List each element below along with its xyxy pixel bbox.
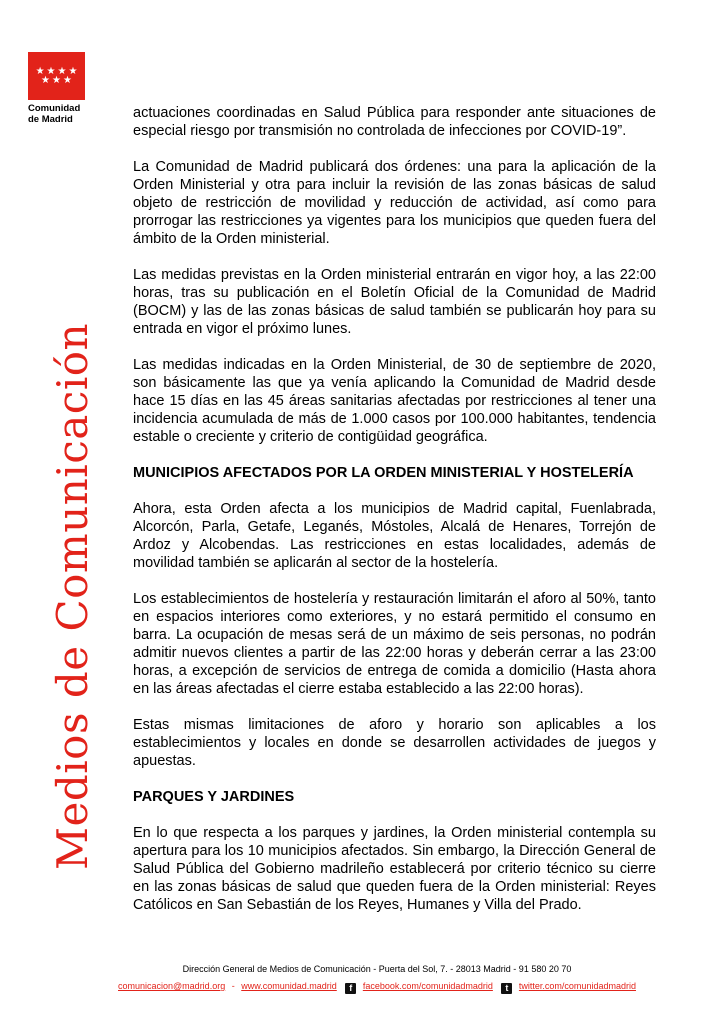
- paragraph: En lo que respecta a los parques y jardines, la Orden ministerial contempla su apertura para los 10 municipios afectados. Sin embargo, la Dirección General de Salud Pública del Gobierno madrileño establecerá por criterio técnico su cierre en las zonas básicas de salud que queden fuera de la Orden ministerial: Reyes Católicos en San Sebastián de los Reyes, Humanes y Villa del Prado.: [133, 825, 656, 913]
- logo-flag: [28, 52, 85, 100]
- facebook-icon: f: [345, 983, 356, 994]
- logo-org-line1: Comunidad: [28, 103, 81, 114]
- document-body: [133, 104, 656, 932]
- logo-org-line2: de Madrid: [28, 114, 73, 125]
- side-title: Medios de Comunicación: [48, 322, 97, 870]
- twitter-icon: t: [501, 983, 512, 994]
- star-icons: ★ ★ ★ ★ ★ ★ ★: [35, 66, 78, 86]
- paragraph: Ahora, esta Orden afecta a los municipios de Madrid capital, Fuenlabrada, Alcorcón, Parla, Getafe, Leganés, Móstoles, Alcalá de Henares, Torrejón de Ardoz y Alcobendas. Las restricciones en estas localidades, además de movilidad también se aplicarán al sector de la hostelería.: [133, 501, 656, 571]
- paragraph: Estas mismas limitaciones de aforo y horario son aplicables a los establecimientos y locales en donde se desarrollen actividades de juegos y apuestas.: [133, 717, 656, 769]
- website-link[interactable]: www.comunidad.madrid: [241, 981, 337, 991]
- section-heading: MUNICIPIOS AFECTADOS POR LA ORDEN MINISTERIAL Y HOSTELERÍA: [133, 465, 634, 481]
- paragraph: Los establecimientos de hostelería y restauración limitarán el aforo al 50%, tanto en espacios interiores como exteriores, y no estará permitido el consumo en barra. La ocupación de mesas será de un máximo de seis personas, no podrán admitir nuevos clientes a partir de las 22:00 horas y deberán cerrar a las 23:00 horas, a excepción de servicios de entrega de comida a domicilio (Hasta ahora en las áreas afectadas el cierre estaba establecido a las 22:00 horas).: [133, 591, 656, 697]
- logo-text: [28, 103, 108, 125]
- paragraph: actuaciones coordinadas en Salud Pública para responder ante situaciones de especial riesgo por transmisión no controlada de infecciones por COVID-19”.: [133, 105, 656, 139]
- email-link[interactable]: comunicacion@madrid.org: [118, 981, 226, 991]
- paragraph: Las medidas previstas en la Orden ministerial entrarán en vigor hoy, a las 22:00 horas, tras su publicación en el Boletín Oficial de la Comunidad de Madrid (BOCM) y las de las zonas básicas de salud también se publicarán hoy para su entrada en vigor el próximo lunes.: [133, 267, 656, 337]
- section-heading: PARQUES Y JARDINES: [133, 789, 295, 805]
- facebook-link[interactable]: facebook.com/comunidadmadrid: [362, 981, 493, 991]
- paragraph: Las medidas indicadas en la Orden Ministerial, de 30 de septiembre de 2020, son básicamente las que ya venía aplicando la Comunidad de Madrid desde hace 15 días en las 45 áreas sanitarias afectadas por restricciones al tener una incidencia acumulada de más de 1.000 casos por 100.000 habitantes, tendencia estable o creciente y criterio de contigüidad geográfica.: [133, 357, 656, 445]
- paragraph: La Comunidad de Madrid publicará dos órdenes: una para la aplicación de la Orden Ministerial y otra para incluir la revisión de las zonas básicas de salud objeto de restricción de movilidad y reducción de actividad, así como para prorrogar las restricciones ya vigentes para los municipios que queden fuera del ámbito de la Orden ministerial.: [133, 159, 656, 247]
- footer-links: [0, 980, 724, 994]
- footer-address: Dirección General de Medios de Comunicación - Puerta del Sol, 7. - 28013 Madrid - 91 580 20 70: [182, 964, 572, 974]
- twitter-link[interactable]: twitter.com/comunidadmadrid: [518, 981, 636, 991]
- separator: -: [231, 981, 235, 991]
